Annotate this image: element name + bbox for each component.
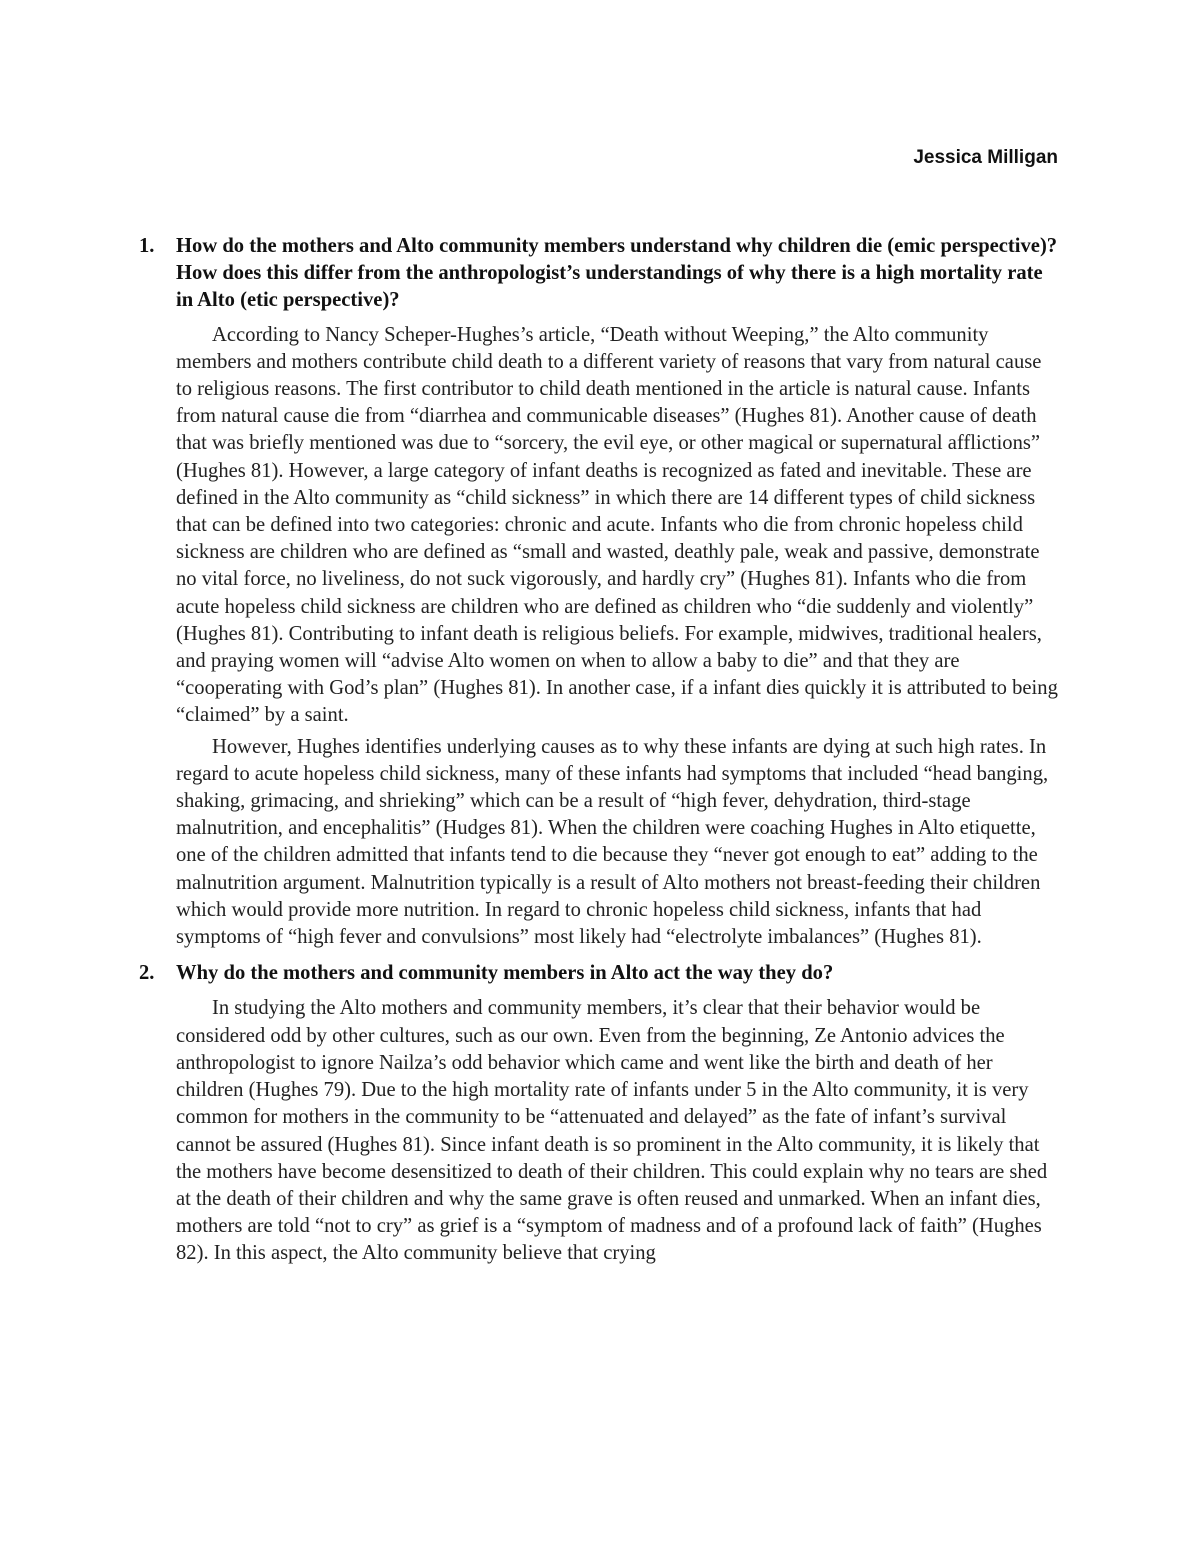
- author-name: Jessica Milligan: [913, 147, 1058, 168]
- question-1-number: 1.: [139, 235, 155, 257]
- question-2: [139, 960, 1059, 987]
- answer-1-paragraph-1: According to Nancy Scheper-Hughes’s article, “Death without Weeping,” the Alto community members and mothers contribute child death to a different variety of reasons that vary from natural cause to religious reasons. The first contributor to child death mentioned in the article is natural cause. Infants from natural cause die from “diarrhea and communicable diseases” (Hughes 81). Another cause of death that was briefly mentioned was due to “sorcery, the evil eye, or other magical or supernatural afflictions” (Hughes 81). However, a large category of infant deaths is recognized as fated and inevitable. These are defined in the Alto community as “child sickness” in which there are 14 different types of child sickness that can be defined into two categories: chronic and acute. Infants who die from chronic hopeless child sickness are children who are defined as “small and wasted, deathly pale, weak and passive, demonstrate no vital force, no liveliness, do not suck vigorously, and hardly cry” (Hughes 81). Infants who die from acute hopeless child sickness are children who are defined as children who “die suddenly and violently” (Hughes 81). Contributing to infant death is religious beliefs. For example, midwives, traditional healers, and praying women will “advise Alto women on when to allow a baby to die” and that they are “cooperating with God’s plan” (Hughes 81). In another case, if a infant dies quickly it is attributed to being “claimed” by a saint.: [176, 323, 1058, 727]
- question-2-text: Why do the mothers and community members in Alto act the way they do?: [176, 962, 834, 985]
- answer-1-paragraph-2: However, Hughes identifies underlying causes as to why these infants are dying at such high rates. In regard to acute hopeless child sickness, many of these infants had symptoms that included “head banging, shaking, grimacing, and shrieking” which can be a result of “high fever, dehydration, third-stage malnutrition, and encephalitis” (Hudges 81). When the children were coaching Hughes in Alto etiquette, one of the children admitted that infants tend to die because they “never got enough to eat” adding to the malnutrition argument. Malnutrition typically is a result of Alto mothers not breast-feeding their children which would provide more nutrition. In regard to chronic hopeless child sickness, infants that had symptoms of “high fever and convulsions” most likely had “electrolyte imbalances” (Hughes 81).: [176, 735, 1049, 949]
- answer-2-paragraph-1: In studying the Alto mothers and community members, it’s clear that their behavior would be considered odd by other cultures, such as our own. Even from the beginning, Ze Antonio advices the anthropologist to ignore Nailza’s odd behavior which came and went like the birth and death of her children (Hughes 79). Due to the high mortality rate of infants under 5 in the Alto community, it is very common for mothers in the community to be “attenuated and delayed” as the fate of infant’s survival cannot be assured (Hughes 81). Since infant death is so prominent in the Alto community, it is likely that the mothers have become desensitized to death of their children. This could explain why no tears are shed at the death of their children and why the same grave is often reused and unmarked. When an infant dies, mothers are told “not to cry” as grief is a “symptom of madness and of a profound lack of faith” (Hughes 82). In this aspect, the Alto community believe that crying: [176, 997, 1048, 1265]
- question-1-text: How do the mothers and Alto community members understand why children die (emic perspective)? How does this differ from the anthropologist’s understandings of why there is a high mortality rate in Alto (etic perspective)?: [176, 235, 1058, 312]
- document-body: [139, 233, 1059, 1268]
- question-2-number: 2.: [139, 962, 155, 985]
- question-1: [139, 233, 1059, 315]
